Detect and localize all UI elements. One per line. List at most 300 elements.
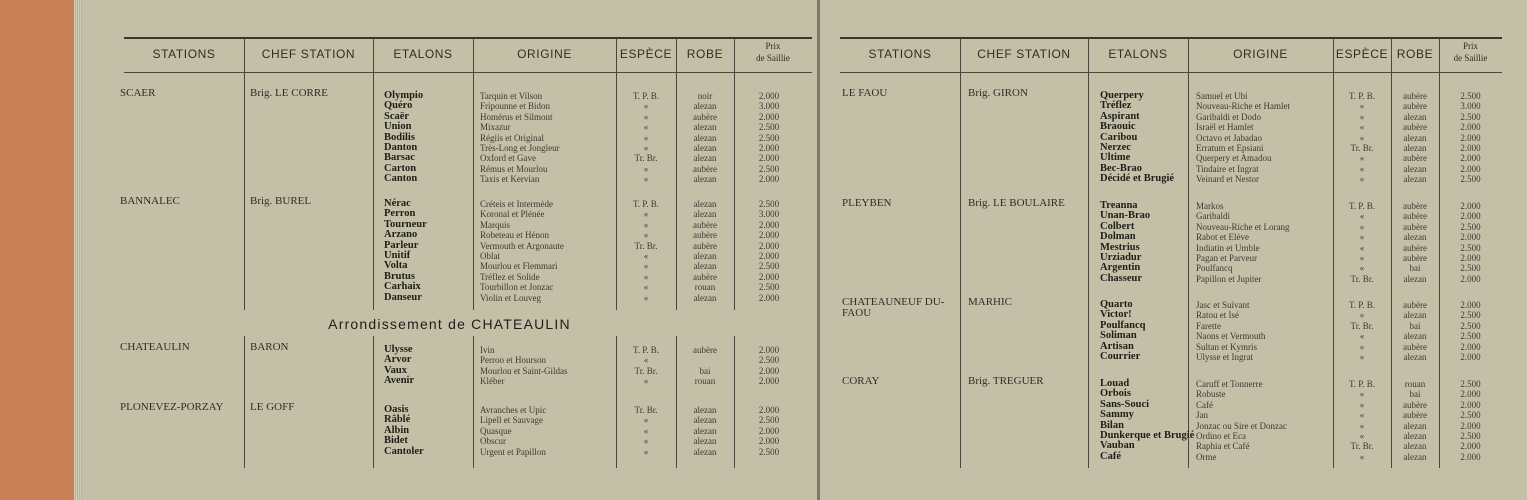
station-name: BANNALEC [120,195,180,207]
prix-value: 2.500 [1460,111,1481,122]
origine-text: Nouveau-Riche et Hamlet [1196,101,1290,112]
prix-value: 2.000 [1460,132,1481,143]
etalon-name: Argentin [1100,262,1141,274]
espece-value: « [1359,132,1365,143]
header-origine: ORIGINE [517,47,572,61]
table-row [82,143,817,154]
robe-value: aubère [1403,122,1427,133]
robe-value: aubère [693,240,717,251]
left-page [82,0,817,500]
etalon-name: Cantoler [384,445,424,457]
etalon-name: Colbert [1100,220,1135,232]
espece-value: Tr. Br. [1350,441,1374,452]
etalon-name: Orbois [1100,388,1131,400]
etalon-name: Arvor [384,354,412,366]
etalon-name: Tourneur [384,218,427,230]
espece-value: T. P. B. [632,345,660,355]
prix-value: 2.000 [1460,341,1481,352]
espece-value: Tr. Br. [1350,320,1374,331]
header-etalons: ETALONS [1108,47,1168,61]
etalon-name: Parleur [384,239,419,251]
robe-value: aubère [1403,153,1427,164]
robe-value: alezan [1403,352,1427,362]
origine-text: Ratou et Isé [1196,310,1239,321]
robe-value: aubère [693,111,717,122]
robe-value: aubère [1403,101,1427,112]
espece-value: « [1359,410,1365,421]
header-espece: ESPÈCE [1335,47,1389,61]
header-prix [1439,40,1502,64]
robe-value: rouan [694,376,716,387]
etalon-name: Bec-Brao [1100,162,1142,174]
header-origine: ORIGINE [1233,47,1288,61]
espece-value: « [643,415,649,426]
espece-value: « [643,261,649,272]
table-row [82,112,817,123]
espece-value: Tr. Br. [634,153,658,164]
origine-text: Taxis et Kervian [480,174,540,185]
prix-value: 2.000 [1460,163,1481,174]
robe-value: alezan [1403,273,1427,284]
origine-text: Ulysse et Ingrat [1196,352,1253,362]
origine-text: Ivin [480,345,495,355]
prix-value: 2.500 [1460,310,1481,321]
etalon-name: Bodilis [384,131,415,143]
book-cover-edge [0,0,74,500]
espece-value: « [643,446,649,457]
etalon-name: Dolman [1100,231,1136,243]
espece-value: « [643,163,649,174]
station-name: LE FAOU [842,87,888,99]
prix-value: 2.000 [758,365,780,376]
origine-text: Créteis et Intermède [480,199,553,209]
origine-text: Pagan et Parveur [1196,253,1257,263]
prix-value: 2.500 [1460,379,1481,389]
prix-value: 2.500 [758,415,780,426]
table-row [82,436,817,447]
origine-text: Mourlou et Saint-Gildas [480,365,568,376]
espece-value: « [1359,310,1365,321]
espece-value: T. P. B. [632,199,660,209]
espece-value: « [643,436,649,447]
robe-value: aubère [1403,221,1427,232]
robe-value: bai [1409,389,1421,400]
station-name: PLONEVEZ-PORZAY [120,401,224,413]
espece-value: « [1359,341,1365,352]
robe-value: aubère [1403,91,1427,101]
etalon-name: Brutus [384,270,415,282]
chef-station-name: Brig. GIRON [968,87,1028,99]
prix-value: 2.500 [1460,431,1481,441]
table-row [82,293,817,304]
robe-value: aubère [693,163,717,174]
header-prix-line2: de Saillie [1453,53,1488,63]
espece-value: « [1359,211,1365,222]
table-row [82,230,817,241]
origine-text: Israël et Hamlet [1196,122,1254,133]
header-chef-station: CHEF STATION [261,47,356,61]
espece-value: « [643,355,649,366]
espece-value: « [643,101,649,112]
table-row [82,405,817,416]
espece-value: « [1359,101,1365,112]
prix-value: 2.000 [758,153,780,164]
espece-value: « [1359,122,1365,133]
table-row [820,352,1527,363]
table-row [820,321,1527,332]
robe-value: aubère [1403,201,1427,211]
header-bottom-rule [840,72,1502,73]
header-prix-line1: Prix [1462,41,1478,51]
origine-text: Lipell et Sauvage [480,415,543,426]
espece-value: « [1359,399,1365,410]
robe-value: alezan [693,122,717,133]
espece-value: « [643,292,649,303]
robe-value: aubère [1403,399,1427,410]
espece-value: « [1359,174,1365,185]
origine-text: Oxford et Gave [480,153,536,164]
etalon-name: Olympio [384,90,424,101]
table-row [820,263,1527,274]
robe-value: alezan [1403,174,1427,185]
etalon-name: Nerzec [1100,142,1131,153]
robe-value: alezan [693,415,717,426]
table-row [82,415,817,426]
etalon-name: Courrier [1100,351,1141,362]
table-row [820,389,1527,400]
robe-value: bai [699,365,711,376]
header-espece: ESPÈCE [619,47,673,61]
etalon-name: Canton [384,173,418,185]
table-row [820,112,1527,123]
origine-text: Naons et Vermouth [1196,331,1266,342]
table-row [82,426,817,437]
robe-value: alezan [1403,163,1427,174]
prix-value: 2.000 [1460,300,1481,310]
robe-value: alezan [693,446,717,457]
robe-value: rouan [1404,379,1426,389]
origine-text: Quasque [480,425,512,436]
prix-value: 2.500 [1460,331,1481,342]
table-row [820,122,1527,133]
etalon-name: Arzano [384,229,418,241]
etalon-name: Quéro [384,100,413,112]
prix-value: 2.000 [1460,153,1481,164]
etalon-name: Avenir [384,375,415,387]
header-prix [734,40,812,64]
espece-value: « [643,174,649,185]
origine-text: Marquis [480,219,510,230]
chef-station-name: BARON [250,341,289,353]
origine-text: Tarquin et Vilson [480,91,543,101]
prix-value: 2.000 [1460,352,1481,362]
prix-value: 2.000 [1460,143,1481,153]
robe-value: alezan [1403,451,1427,462]
origine-text: Sultan et Kymris [1196,341,1257,352]
prix-value: 2.500 [758,163,780,174]
etalon-name: Treanna [1100,200,1138,211]
table-row [820,342,1527,353]
etalon-name: Querpery [1100,90,1144,101]
etalon-name: Albin [384,424,410,436]
espece-value: « [1359,221,1365,232]
robe-value: alezan [693,101,717,112]
prix-value: 2.000 [758,111,780,122]
origine-text: Kléber [480,376,505,387]
espece-value: « [1359,331,1365,342]
station-name: CHATEAUNEUF DU-FAOU [842,296,945,319]
espece-value: Tr. Br. [634,365,658,376]
espece-value: « [1359,431,1365,441]
robe-value: aubère [693,219,717,230]
robe-value: noir [697,91,713,101]
header-top-rule [124,37,812,39]
chef-station-name: Brig. LE CORRE [250,87,328,99]
espece-value: T. P. B. [1348,300,1376,310]
origine-text: Obscur [480,436,506,447]
robe-value: aubère [1403,300,1427,310]
origine-text: Querpery et Amadou [1196,153,1272,164]
espece-value: « [1359,389,1365,400]
robe-value: alezan [693,132,717,143]
etalon-name: Carhaix [384,281,421,293]
etalon-name: Ulysse [384,344,413,355]
robe-value: alezan [693,405,717,415]
origine-text: Caruff et Tonnerre [1196,379,1263,389]
etalon-name: Victor! [1100,309,1132,321]
origine-text: Jonzac ou Sire et Donzac [1196,420,1287,431]
header-chef-station: CHEF STATION [977,47,1071,61]
origine-text: Erratum et Epsiani [1196,143,1264,153]
prix-value: 2.000 [1460,420,1481,431]
robe-value: alezan [693,174,717,185]
robe-value: alezan [693,425,717,436]
robe-value: aubère [1403,341,1427,352]
prix-value: 2.000 [758,219,780,230]
chef-station-name: LE GOFF [250,401,295,413]
station-name: CHATEAULIN [120,341,190,353]
robe-value: alezan [693,209,717,220]
prix-value: 2.500 [758,261,780,272]
origine-text: Rabot et Elève [1196,232,1249,243]
espece-value: « [643,132,649,143]
robe-value: alezan [693,251,717,261]
table-row [82,251,817,262]
espece-value: « [643,143,649,153]
table-row [82,199,817,210]
prix-value: 2.000 [1460,399,1481,410]
etalon-name: Sammy [1100,409,1134,421]
origine-text: Orme [1196,451,1217,462]
prix-value: 2.000 [758,91,780,101]
etalon-name: Café [1100,450,1121,462]
espece-value: « [643,209,649,220]
prix-value: 2.000 [1460,273,1481,284]
table-row [82,366,817,377]
table-row [820,431,1527,442]
prix-value: 2.000 [758,240,780,251]
robe-value: rouan [694,282,716,293]
table-row [820,133,1527,144]
etalon-name: Caribou [1100,131,1138,143]
espece-value: Tr. Br. [1350,143,1374,153]
table-row [82,174,817,185]
origine-text: Papillon et Jupiter [1196,273,1262,284]
etalon-name: Vaux [384,364,407,376]
etalon-name: Oasis [384,404,409,415]
etalon-name: Danseur [384,291,422,303]
table-row [82,220,817,231]
origine-text: Homérus et Silmont [480,111,553,122]
origine-text: Poulfancq [1196,263,1233,274]
robe-value: aubère [693,230,717,241]
table-row [820,174,1527,185]
etalon-name: Perron [384,208,416,220]
espece-value: Tr. Br. [634,240,658,251]
table-row [82,209,817,220]
table-row [82,355,817,366]
espece-value: « [1359,163,1365,174]
espece-value: « [1359,111,1365,122]
table-row [82,122,817,133]
origine-text: Violin et Louveg [480,292,541,303]
origine-text: Farette [1196,320,1221,331]
prix-value: 2.000 [1460,201,1481,211]
prix-value: 2.000 [758,251,780,261]
table-row [820,410,1527,421]
robe-value: alezan [693,143,717,153]
espece-value: « [1359,352,1365,362]
table-row [820,379,1527,390]
etalon-name: Volta [384,260,408,272]
etalon-name: Soliman [1100,330,1137,342]
espece-value: « [1359,451,1365,462]
espece-value: Tr. Br. [1350,273,1374,284]
table-row [82,241,817,252]
espece-value: « [1359,242,1365,253]
prix-value: 2.000 [1460,232,1481,243]
espece-value: « [643,376,649,387]
espece-value: « [643,219,649,230]
espece-value: « [1359,153,1365,164]
prix-value: 2.000 [758,376,780,387]
table-row [82,91,817,102]
table-row [820,331,1527,342]
right-page [820,0,1527,500]
etalon-name: Ultime [1100,152,1131,164]
prix-value: 2.500 [758,355,780,366]
origine-text: Très-Long et Jongleur [480,143,560,153]
etalon-name: Chasseur [1100,272,1143,284]
table-row [82,164,817,175]
etalon-name: Urziadur [1100,252,1142,263]
header-prix-line1: Prix [765,41,781,51]
robe-value: alezan [1403,111,1427,122]
prix-value: 2.500 [1460,174,1481,185]
etalon-name: Unan-Brao [1100,210,1151,222]
prix-value: 2.000 [758,436,780,447]
espece-value: Tr. Br. [634,405,658,415]
origine-text: Perroo et Hourson [480,355,546,366]
origine-text: Samuel et Ubi [1196,91,1248,101]
origine-text: Vermouth et Argonaute [480,240,564,251]
chef-station-name: MARHIC [968,296,1013,308]
etalon-name: Union [384,121,412,133]
robe-value: alezan [1403,331,1427,342]
origine-text: Markos [1196,201,1224,211]
prix-value: 3.000 [758,101,780,112]
espece-value: « [643,271,649,282]
table-row [820,243,1527,254]
espece-value: « [643,230,649,241]
prix-value: 2.000 [758,405,780,415]
robe-value: alezan [693,436,717,447]
table-row [820,441,1527,452]
prix-value: 2.500 [1460,410,1481,421]
etalon-name: Râblé [384,414,411,426]
header-stations: STATIONS [152,47,216,61]
robe-value: aubère [1403,211,1427,222]
espece-value: T. P. B. [632,91,660,101]
robe-value: aubère [693,345,717,355]
espece-value: « [1359,263,1365,274]
origine-text: Oblat [480,251,500,261]
etalon-name: Carton [384,162,417,174]
etalon-name: Artisan [1100,340,1134,352]
espece-value: « [1359,253,1365,263]
table-row [82,133,817,144]
robe-value: alezan [1403,431,1427,441]
etalon-name: Bidet [384,435,408,447]
origine-text: Mixazur [480,122,511,133]
table-row [820,274,1527,285]
table-row [820,253,1527,264]
espece-value: T. P. B. [1348,91,1376,101]
espece-value: « [1359,232,1365,243]
arrondissement-heading: Arrondissement de CHATEAULIN [328,316,571,332]
origine-text: Tréflez et Solide [480,271,540,282]
origine-text: Jasc et Suivant [1196,300,1250,310]
table-row [820,310,1527,321]
origine-text: Tindaire et Ingrat [1196,163,1259,174]
table-row [820,143,1527,154]
origine-text: Rémus et Mourlou [480,163,548,174]
prix-value: 2.500 [758,282,780,293]
table-row [82,282,817,293]
prix-value: 2.500 [758,132,780,143]
table-row [820,300,1527,311]
prix-value: 2.000 [758,271,780,282]
prix-value: 3.000 [758,209,780,220]
origine-text: Indiatin et Umble [1196,242,1260,253]
robe-value: bai [1409,263,1421,274]
chef-station-name: Brig. BUREL [250,195,312,207]
etalon-name: Braouic [1100,121,1136,133]
prix-value: 3.000 [1460,101,1481,112]
table-row [82,272,817,283]
espece-value: « [1359,420,1365,431]
header-stations: STATIONS [868,47,932,61]
origine-text: Café [1196,399,1213,410]
espece-value: « [643,122,649,133]
etalon-name: Aspirant [1100,110,1140,122]
robe-value: alezan [693,292,717,303]
espece-value: « [643,425,649,436]
robe-value: aubère [693,271,717,282]
espece-value: « [643,111,649,122]
etalon-name: Danton [384,142,418,153]
robe-value: alezan [1403,232,1427,243]
